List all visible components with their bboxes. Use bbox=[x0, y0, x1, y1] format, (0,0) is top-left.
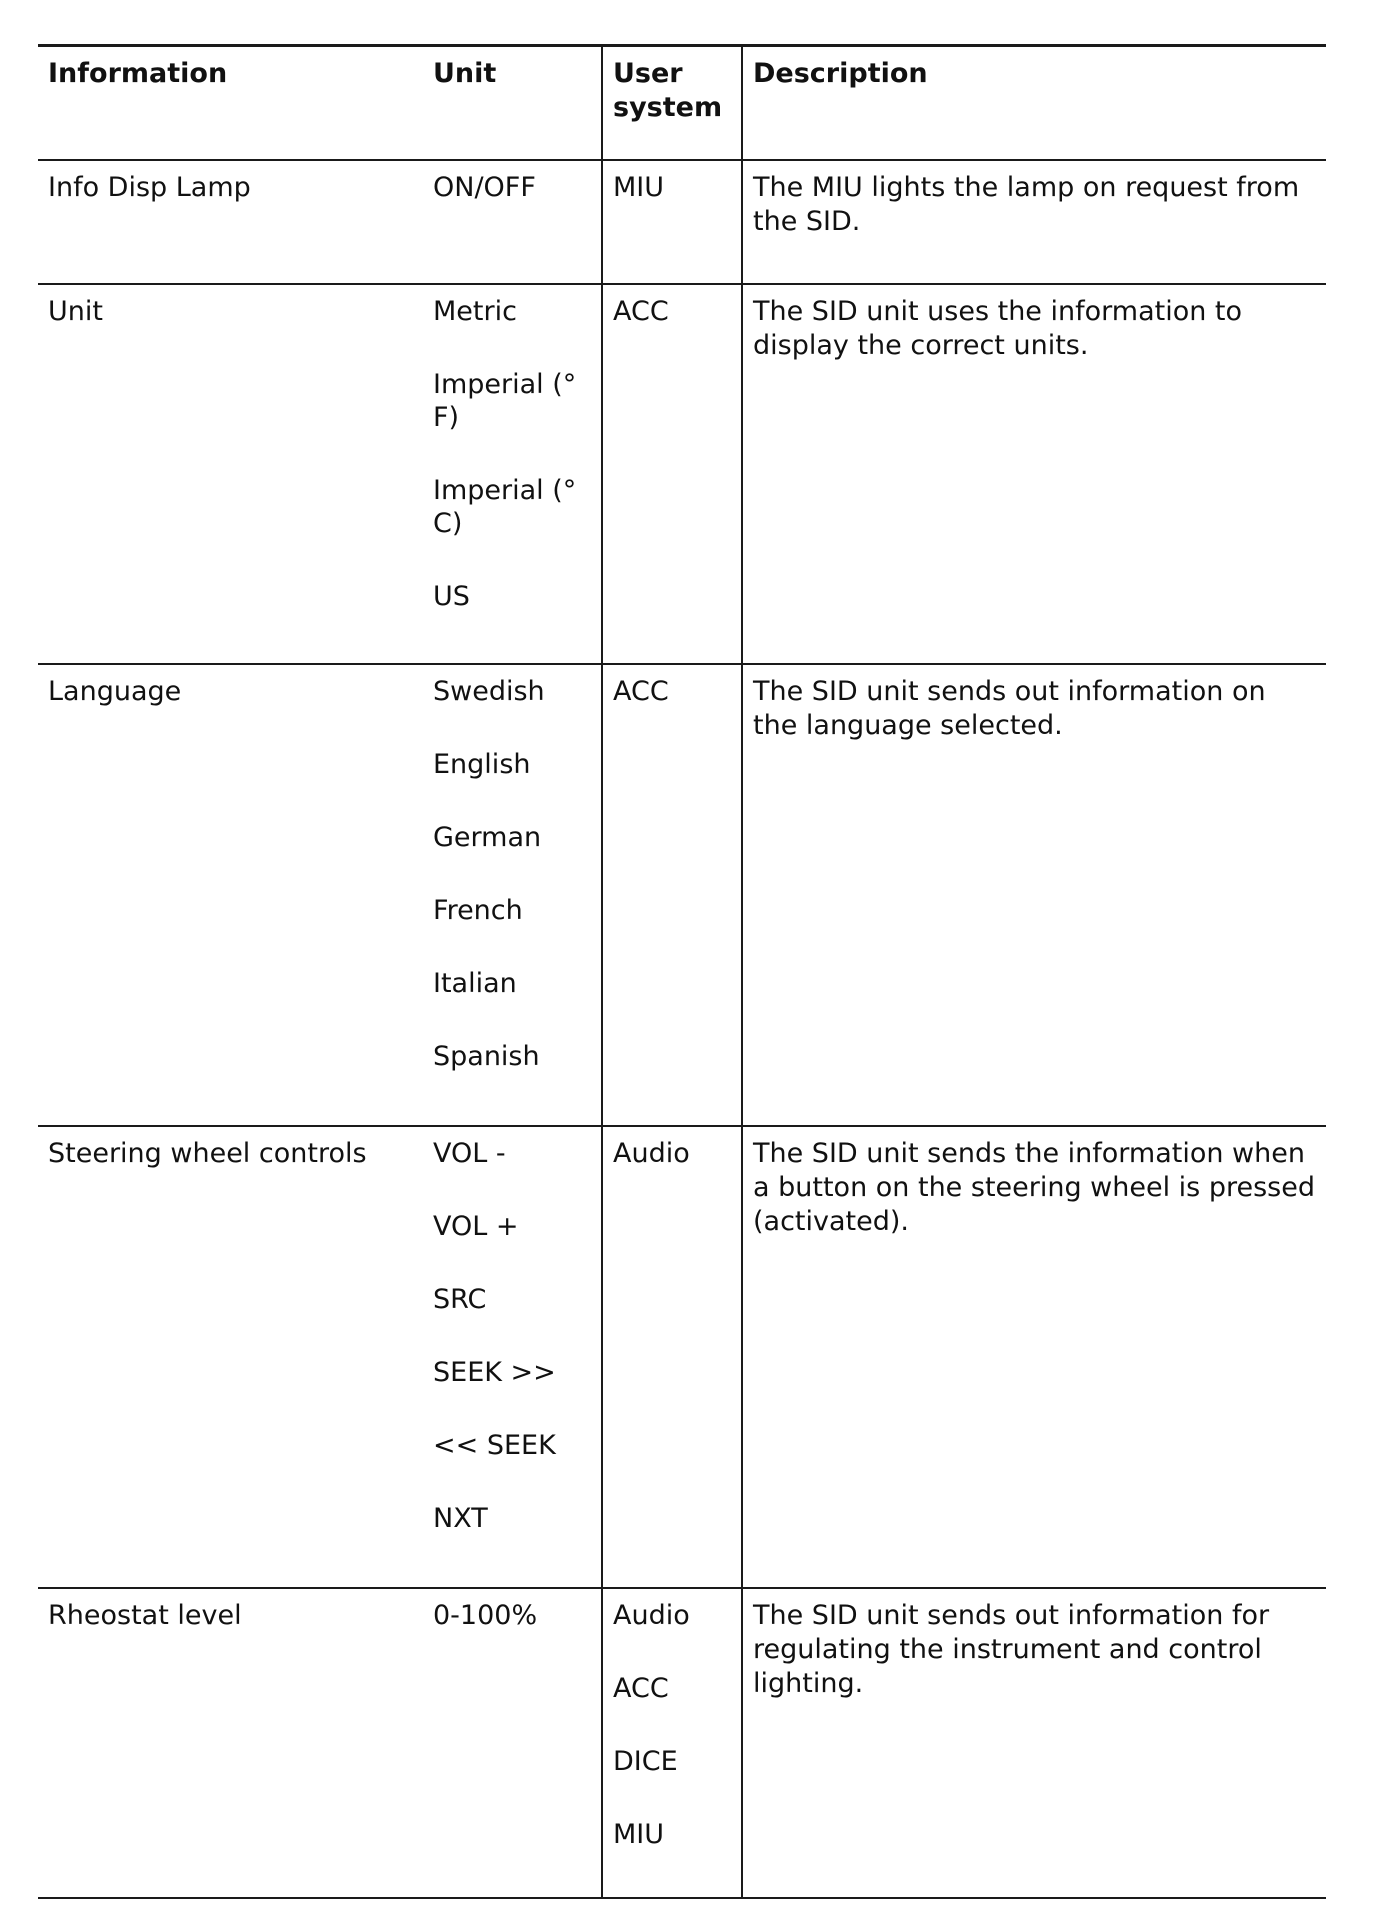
unit-value: Swedish bbox=[433, 675, 545, 707]
cell-user-system bbox=[602, 1588, 742, 1898]
cell-description: The MIU lights the lamp on request from the SID. bbox=[742, 160, 1326, 284]
table-row bbox=[38, 1126, 1326, 1588]
header-description: Description bbox=[742, 46, 1326, 160]
table-header bbox=[38, 46, 1326, 160]
unit-value: Metric bbox=[433, 295, 517, 327]
cell-information: Unit bbox=[38, 284, 423, 664]
table-row bbox=[38, 160, 1326, 284]
user-system-value: Audio bbox=[613, 1137, 690, 1169]
table-row bbox=[38, 1588, 1326, 1898]
cell-information: Steering wheel controls bbox=[38, 1126, 423, 1588]
header-user-system bbox=[602, 46, 742, 160]
cell-user-system bbox=[602, 160, 742, 284]
cell-user-system bbox=[602, 284, 742, 664]
cell-user-system bbox=[602, 664, 742, 1126]
unit-value: NXT bbox=[433, 1502, 488, 1534]
unit-value: Spanish bbox=[433, 1040, 540, 1072]
cell-description: The SID unit sends out information for regulating the instrument and control lighting. bbox=[742, 1588, 1326, 1898]
cell-description: The SID unit sends out information on the language selected. bbox=[742, 664, 1326, 1126]
unit-value: SEEK >> bbox=[433, 1356, 556, 1388]
unit-value: English bbox=[433, 748, 531, 780]
cell-unit bbox=[423, 1588, 602, 1898]
table-row bbox=[38, 664, 1326, 1126]
cell-description: The SID unit sends the information when a button on the steering wheel is pressed (activated). bbox=[742, 1126, 1326, 1588]
unit-value: Imperial (° F) bbox=[433, 368, 577, 433]
header-unit: Unit bbox=[423, 46, 602, 160]
unit-value: ON/OFF bbox=[433, 171, 536, 203]
unit-value: VOL - bbox=[433, 1137, 506, 1169]
header-row bbox=[38, 46, 1326, 160]
user-system-value: MIU bbox=[613, 171, 665, 203]
unit-value: US bbox=[433, 580, 470, 612]
user-system-value: Audio bbox=[613, 1599, 690, 1631]
table-row bbox=[38, 284, 1326, 664]
header-user-system-label: User system bbox=[613, 58, 723, 123]
cell-description: The SID unit uses the information to display the correct units. bbox=[742, 284, 1326, 664]
table-body bbox=[38, 160, 1326, 1898]
user-system-value: MIU bbox=[613, 1818, 665, 1850]
unit-value: German bbox=[433, 821, 542, 853]
cell-user-system bbox=[602, 1126, 742, 1588]
unit-value: SRC bbox=[433, 1283, 487, 1315]
unit-value: 0-100% bbox=[433, 1599, 538, 1631]
cell-unit bbox=[423, 1126, 602, 1588]
header-information: Information bbox=[38, 46, 423, 160]
cell-unit bbox=[423, 160, 602, 284]
user-system-value: ACC bbox=[613, 1672, 669, 1704]
unit-value: Imperial (° C) bbox=[433, 474, 577, 539]
cell-unit bbox=[423, 664, 602, 1126]
information-table bbox=[38, 44, 1326, 1899]
unit-value: << SEEK bbox=[433, 1429, 556, 1461]
user-system-value: ACC bbox=[613, 675, 669, 707]
unit-value: VOL + bbox=[433, 1210, 519, 1242]
cell-information: Rheostat level bbox=[38, 1588, 423, 1898]
cell-information: Language bbox=[38, 664, 423, 1126]
unit-value: French bbox=[433, 894, 523, 926]
cell-unit bbox=[423, 284, 602, 664]
cell-information: Info Disp Lamp bbox=[38, 160, 423, 284]
unit-value: Italian bbox=[433, 967, 517, 999]
user-system-value: ACC bbox=[613, 295, 669, 327]
user-system-value: DICE bbox=[613, 1745, 678, 1777]
